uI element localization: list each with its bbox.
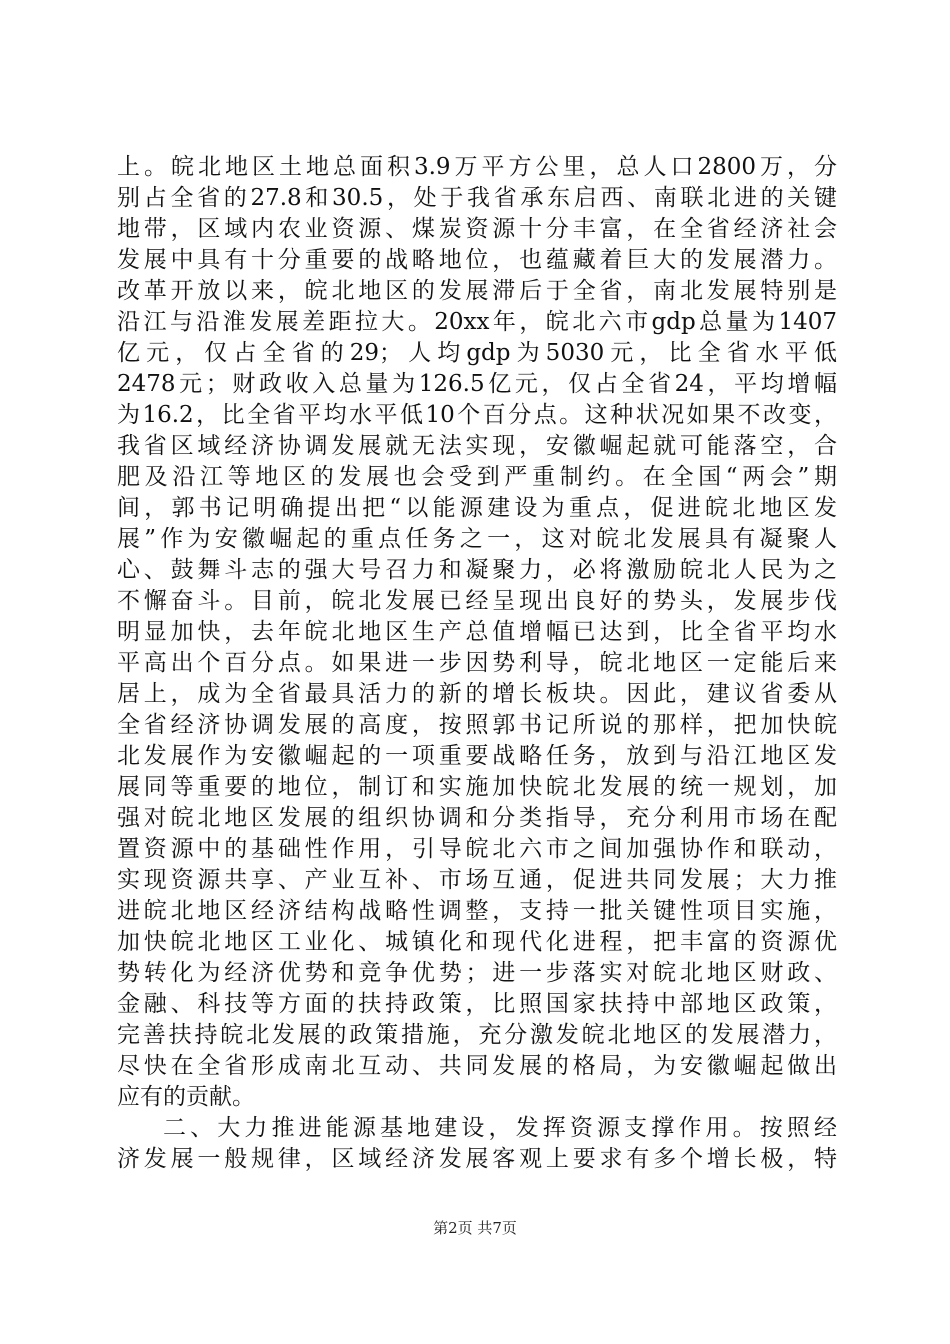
text-line: 置资源中的基础性作用，引导皖北六市之间加强协作和联动，	[117, 836, 837, 862]
text-line: 沿江与沿淮发展差距拉大。20xx年，皖北六市gdp总量为1407	[117, 309, 837, 335]
text-line: 别占全省的27.8和30.5，处于我省承东启西、南联北进的关键	[117, 185, 837, 211]
text-line: 间，郭书记明确提出把“以能源建设为重点，促进皖北地区发	[117, 495, 837, 521]
text-line: 展”作为安徽崛起的重点任务之一，这对皖北发展具有凝聚人	[117, 526, 837, 552]
text-line: 亿元，仅占全省的29；人均gdp为5030元，比全省水平低	[117, 340, 837, 366]
body-text	[117, 152, 837, 1175]
text-line: 地带，区域内农业资源、煤炭资源十分丰富，在全省经济社会	[117, 216, 837, 242]
text-line: 居上，成为全省最具活力的新的增长板块。因此，建议省委从	[117, 681, 837, 707]
text-line: 我省区域经济协调发展就无法实现，安徽崛起就可能落空，合	[117, 433, 837, 459]
text-line: 尽快在全省形成南北互动、共同发展的格局，为安徽崛起做出	[117, 1053, 837, 1079]
text-line: 强对皖北地区发展的组织协调和分类指导，充分利用市场在配	[117, 805, 837, 831]
text-line: 心、鼓舞斗志的强大号召力和凝聚力，必将激励皖北人民为之	[117, 557, 837, 583]
text-line: 平高出个百分点。如果进一步因势利导，皖北地区一定能后来	[117, 650, 837, 676]
text-line: 实现资源共享、产业互补、市场互通，促进共同发展；大力推	[117, 867, 837, 893]
text-line: 改革开放以来，皖北地区的发展滞后于全省，南北发展特别是	[117, 278, 837, 304]
text-line: 济发展一般规律，区域经济发展客观上要求有多个增长极，特	[117, 1146, 837, 1172]
text-line: 展同等重要的地位，制订和实施加快皖北发展的统一规划，加	[117, 774, 837, 800]
text-line: 2478元；财政收入总量为126.5亿元，仅占全省24，平均增幅	[117, 371, 837, 397]
page-number-footer: 第2页 共7页	[433, 1219, 517, 1237]
text-line: 发展中具有十分重要的战略地位，也蕴藏着巨大的发展潜力。	[117, 247, 837, 273]
text-line: 进皖北地区经济结构战略性调整，支持一批关键性项目实施，	[117, 898, 837, 924]
text-line: 金融、科技等方面的扶持政策，比照国家扶持中部地区政策，	[117, 991, 837, 1017]
text-line: 完善扶持皖北发展的政策措施，充分激发皖北地区的发展潜力，	[117, 1022, 837, 1048]
text-line: 北发展作为安徽崛起的一项重要战略任务，放到与沿江地区发	[117, 743, 837, 769]
text-line: 不懈奋斗。目前，皖北发展已经呈现出良好的势头，发展步伐	[117, 588, 837, 614]
text-line: 肥及沿江等地区的发展也会受到严重制约。在全国“两会”期	[117, 464, 837, 490]
text-line: 全省经济协调发展的高度，按照郭书记所说的那样，把加快皖	[117, 712, 837, 738]
text-line: 势转化为经济优势和竞争优势；进一步落实对皖北地区财政、	[117, 960, 837, 986]
text-line: 明显加快，去年皖北地区生产总值增幅已达到，比全省平均水	[117, 619, 837, 645]
text-line: 上。皖北地区土地总面积3.9万平方公里，总人口2800万，分	[117, 154, 837, 180]
text-line: 加快皖北地区工业化、城镇化和现代化进程，把丰富的资源优	[117, 929, 837, 955]
text-line: 应有的贡献。	[117, 1084, 255, 1110]
section-heading-line: 二、大力推进能源基地建设，发挥资源支撑作用。按照经	[163, 1115, 837, 1141]
text-line: 为16.2，比全省平均水平低10个百分点。这种状况如果不改变，	[117, 402, 837, 428]
